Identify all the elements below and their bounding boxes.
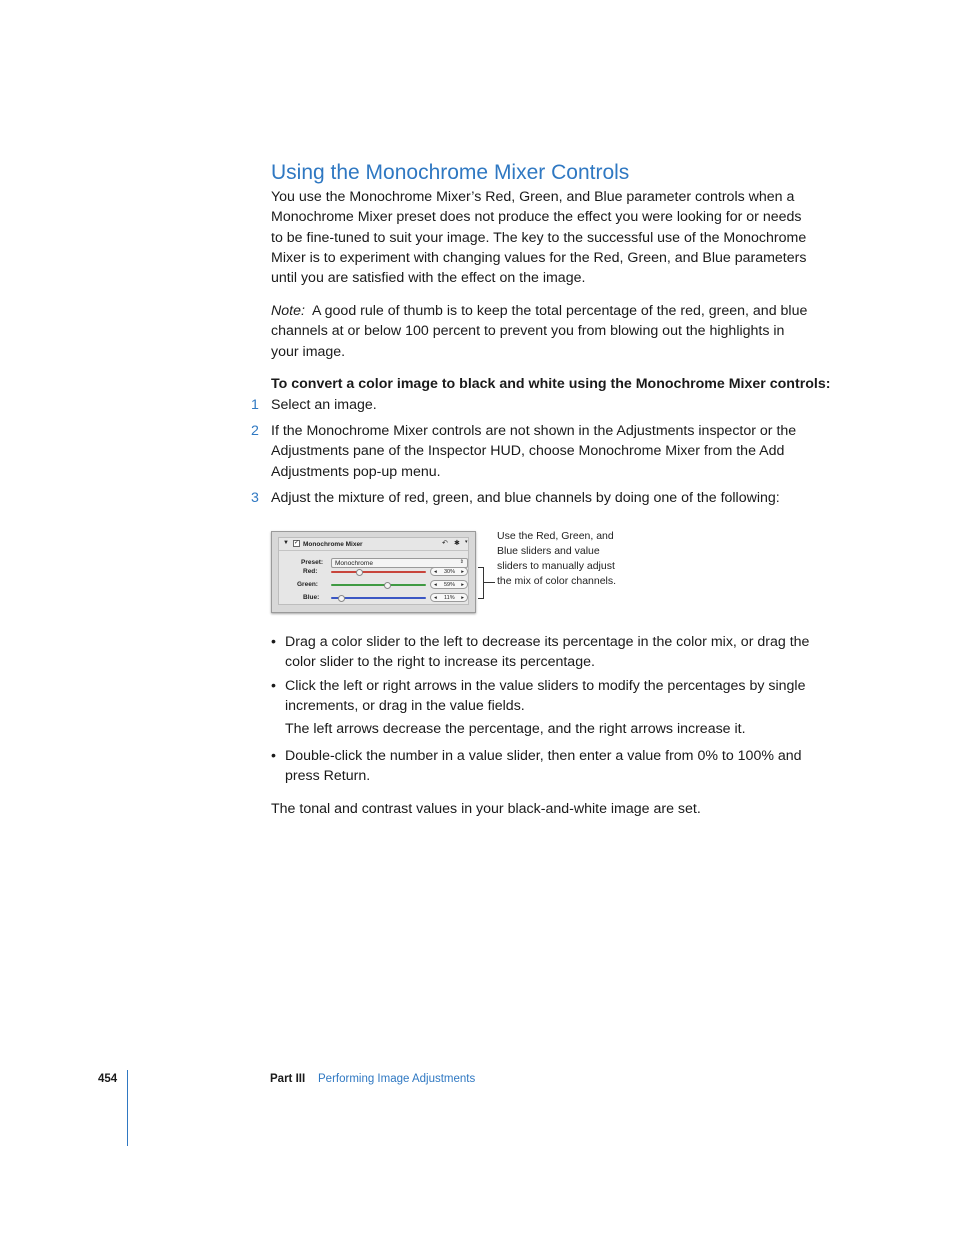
- step-number: 3: [251, 490, 259, 506]
- note-paragraph: [271, 301, 827, 362]
- color-slider-track[interactable]: [331, 571, 426, 573]
- intro-line: to be fine-tuned to suit your image. The key to the successful use of the Monochrome: [271, 229, 807, 246]
- callout-line: [484, 582, 495, 583]
- step-line: Adjustments pane of the Inspector HUD, choose Monochrome Mixer from the Add: [271, 443, 785, 460]
- task-heading: To convert a color image to black and white using the Monochrome Mixer controls:: [271, 376, 831, 392]
- enable-checkbox[interactable]: ✓: [294, 540, 300, 546]
- step-line: Adjust the mixture of red, green, and blue channels by doing one of the following:: [271, 490, 780, 506]
- disclosure-triangle-icon[interactable]: ▼: [283, 540, 289, 546]
- bullet-marker: •: [271, 634, 276, 650]
- bullet-followup: The left arrows decrease the percentage, and the right arrows increase it.: [285, 721, 746, 737]
- caption-line: the mix of color channels.: [497, 575, 617, 587]
- step-line: If the Monochrome Mixer controls are not shown in the Adjustments inspector or the: [271, 423, 797, 439]
- right-arrow-icon[interactable]: ▸: [461, 581, 464, 588]
- updown-arrows-icon: ⇕: [459, 559, 464, 565]
- step-line: Select an image.: [271, 397, 377, 413]
- slider-knob[interactable]: [356, 569, 363, 576]
- step-text: [271, 488, 827, 508]
- note-line: your image.: [271, 343, 346, 360]
- chevron-down-icon[interactable]: ▾: [465, 539, 468, 545]
- step-text: [271, 421, 827, 482]
- preset-value: Monochrome: [335, 560, 373, 567]
- value-text[interactable]: 11%: [444, 594, 455, 601]
- panel-body: [278, 537, 469, 605]
- note-label: Note:: [271, 303, 305, 319]
- footer-part: Part III: [270, 1073, 306, 1085]
- intro-line: You use the Monochrome Mixer’s Red, Green, and Blue parameter controls when a: [271, 189, 795, 205]
- gear-icon[interactable]: ✱: [454, 540, 460, 547]
- bullet-line: increments, or drag in the value fields.: [285, 698, 525, 715]
- bullet-line: Drag a color slider to the left to decrease its percentage in the color mix, or drag the: [285, 634, 810, 650]
- slider-knob[interactable]: [338, 595, 345, 602]
- note-text: A good rule of thumb is to keep the total percentage of the red, green, and blue: [304, 303, 808, 319]
- page-number: 454: [98, 1073, 118, 1085]
- bullet-marker: •: [271, 678, 276, 694]
- bullet-line: Double-click the number in a value slider, then enter a value from 0% to 100% and: [285, 748, 802, 764]
- note-line: channels at or below 100 percent to prevent you from blowing out the highlights in: [271, 323, 785, 340]
- footer-rule: [127, 1070, 128, 1146]
- value-slider[interactable]: [430, 593, 468, 602]
- divider: [279, 550, 468, 551]
- color-slider-track[interactable]: [331, 584, 426, 586]
- bullet-line: color slider to the right to increase its percentage.: [285, 654, 595, 671]
- slider-label: Blue:: [303, 594, 320, 601]
- color-slider-track[interactable]: [331, 597, 426, 599]
- bullet-item: [285, 746, 830, 787]
- bullet-line: press Return.: [285, 768, 371, 785]
- intro-paragraph: [271, 187, 827, 288]
- caption-line: sliders to manually adjust: [497, 560, 615, 572]
- callout-caption: [497, 529, 627, 589]
- bullet-item: [285, 676, 830, 717]
- value-text[interactable]: 59%: [444, 581, 456, 588]
- left-arrow-icon[interactable]: ◂: [434, 568, 437, 575]
- step-line: Adjustments pop-up menu.: [271, 463, 441, 480]
- bullet-marker: •: [271, 748, 276, 764]
- slider-label: Red:: [303, 568, 318, 575]
- note-line: [271, 301, 827, 321]
- left-arrow-icon[interactable]: ◂: [434, 581, 437, 588]
- monochrome-mixer-panel: [271, 531, 476, 613]
- step-number: 2: [251, 423, 259, 439]
- left-arrow-icon[interactable]: ◂: [434, 594, 437, 601]
- right-arrow-icon[interactable]: ▸: [461, 594, 464, 601]
- value-text[interactable]: 30%: [444, 568, 456, 575]
- callout-bracket: [478, 567, 484, 599]
- value-slider[interactable]: [430, 567, 468, 576]
- step-number: 1: [251, 397, 259, 413]
- preset-label: Preset:: [301, 559, 324, 566]
- intro-line: Monochrome Mixer preset does not produce the effect you were looking for or needs: [271, 209, 802, 226]
- caption-line: Blue sliders and value: [497, 545, 600, 557]
- bullet-item: [285, 632, 830, 673]
- intro-line: until you are satisfied with the effect on the image.: [271, 270, 586, 287]
- slider-knob[interactable]: [384, 582, 391, 589]
- value-slider[interactable]: [430, 580, 468, 589]
- right-arrow-icon[interactable]: ▸: [461, 568, 464, 575]
- bullet-line: Click the left or right arrows in the value sliders to modify the percentages by single: [285, 678, 806, 694]
- step-text: [271, 395, 827, 415]
- closing-paragraph: The tonal and contrast values in your black-and-white image are set.: [271, 801, 701, 817]
- intro-line: Mixer is to experiment with changing values for the Red, Green, and Blue parameters: [271, 249, 807, 266]
- slider-label: Green:: [297, 581, 318, 588]
- caption-line: Use the Red, Green, and: [497, 530, 614, 542]
- reset-icon[interactable]: ↶: [442, 540, 448, 547]
- section-heading: Using the Monochrome Mixer Controls: [271, 161, 630, 184]
- adjustment-title: Monochrome Mixer: [303, 540, 363, 548]
- footer-chapter-title: Performing Image Adjustments: [318, 1073, 476, 1085]
